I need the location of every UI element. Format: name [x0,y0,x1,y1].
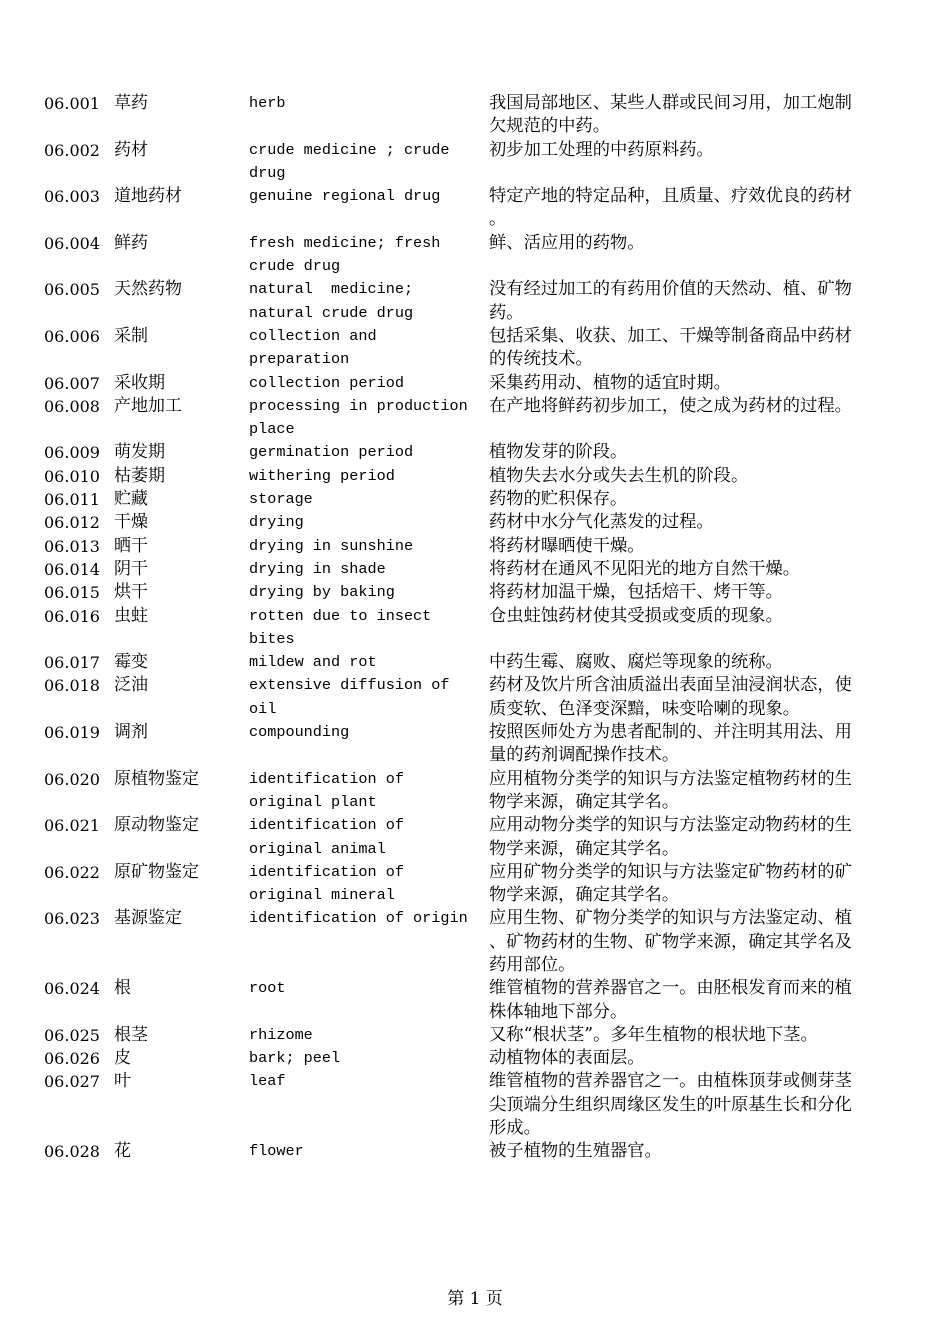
term-chinese: 原植物鉴定 [114,768,199,789]
term-code: 06.014 [44,559,100,579]
term-row [44,395,904,442]
term-code: 06.018 [44,676,100,696]
term-definition: 采集药用动、植物的适宜时期。 [489,372,731,393]
term-row [44,139,904,186]
term-code: 06.011 [44,490,100,510]
term-chinese: 泛油 [114,675,148,696]
term-row [44,92,904,139]
term-code: 06.015 [44,583,100,603]
term-english: withering period [249,466,395,485]
term-row [44,232,904,279]
term-row [44,721,904,768]
term-english: identification of original plant [249,769,404,811]
term-chinese: 根 [114,978,131,999]
term-row [44,651,904,674]
term-definition: 应用植物分类学的知识与方法鉴定植物药材的生 物学来源，确定其学名。 [489,768,852,812]
term-code: 06.019 [44,723,100,743]
term-row [44,861,904,908]
term-row [44,185,904,232]
term-chinese: 叶 [114,1071,131,1092]
term-chinese: 烘干 [114,582,148,603]
term-english: compounding [249,723,350,742]
term-chinese: 产地加工 [114,395,182,416]
page-footer: 第 1 页 [447,1289,503,1309]
term-row [44,372,904,395]
term-english: storage [249,490,313,509]
term-definition: 应用生物、矿物分类学的知识与方法鉴定动、植 、矿物药材的生物、矿物学来源，确定其学名及 药用部位。 [489,908,852,975]
term-english: germination period [249,443,414,462]
term-code: 06.008 [44,396,100,416]
term-code: 06.028 [44,1142,100,1162]
term-definition: 药材及饮片所含油质溢出表面呈油浸润状态，使 质变软、色泽变深黯，味变哈喇的现象。 [489,675,852,719]
term-code: 06.001 [44,94,100,113]
term-row [44,511,904,534]
term-chinese: 基源鉴定 [114,908,182,929]
term-row [44,674,904,721]
term-row [44,558,904,581]
term-english: collection and preparation [249,326,377,369]
term-definition: 又称“根状茎”。多年生植物的根状地下茎。 [489,1024,818,1045]
term-code: 06.013 [44,536,100,556]
term-english: drying [249,513,304,532]
term-definition: 植物失去水分或失去生机的阶段。 [489,465,749,486]
term-english: collection period [249,373,404,392]
term-chinese: 根茎 [114,1024,148,1045]
term-chinese: 虫蛀 [114,605,148,626]
term-row [44,278,904,325]
term-definition: 将药材在通风不见阳光的地方自然干燥。 [489,558,801,579]
term-english: bark; peel [249,1049,341,1068]
term-row [44,325,904,372]
term-code: 06.004 [44,233,100,253]
term-row [44,441,904,464]
term-chinese: 草药 [114,93,148,113]
term-english: drying in sunshine [249,536,414,555]
term-chinese: 天然药物 [114,279,182,300]
term-english: extensive diffusion of oil [249,676,450,718]
term-english: crude medicine ; crude drug [249,140,450,182]
term-english: identification of original mineral [249,862,404,905]
term-definition: 药物的贮积保存。 [489,489,628,510]
term-code: 06.009 [44,443,100,463]
term-definition: 按照医师处方为患者配制的、并注明其用法、用 量的药剂调配操作技术。 [489,722,852,766]
term-code: 06.016 [44,606,100,626]
term-code: 06.010 [44,466,100,486]
term-definition: 我国局部地区、某些人群或民间习用，加工炮制 欠规范的中药。 [489,93,852,137]
term-row [44,1140,904,1163]
term-table [44,92,904,1164]
term-english: root [249,979,286,998]
term-english: rhizome [249,1025,313,1044]
term-code: 06.002 [44,140,100,160]
term-definition: 应用矿物分类学的知识与方法鉴定矿物药材的矿 物学来源，确定其学名。 [489,861,852,906]
term-english: identification of original animal [249,816,404,858]
term-code: 06.023 [44,909,100,929]
term-row [44,977,904,1024]
term-chinese: 原矿物鉴定 [114,861,199,882]
term-english: fresh medicine; fresh crude drug [249,233,441,276]
term-english: leaf [249,1072,286,1091]
term-row [44,768,904,815]
term-code: 06.007 [44,373,100,393]
term-english: herb [249,94,286,112]
term-definition: 应用动物分类学的知识与方法鉴定动物药材的生 物学来源，确定其学名。 [489,815,852,859]
term-english: drying in shade [249,559,386,578]
term-chinese: 原动物鉴定 [114,815,199,836]
term-definition: 动植物体的表面层。 [489,1048,645,1069]
term-chinese: 霉变 [114,652,148,673]
term-definition: 包括采集、收获、加工、干燥等制备商品中药材 的传统技术。 [489,325,852,370]
term-code: 06.005 [44,280,100,300]
term-definition: 将药材加温干燥，包括焙干、烤干等。 [489,582,783,603]
term-chinese: 枯萎期 [114,465,165,486]
term-code: 06.012 [44,513,100,533]
term-chinese: 药材 [114,139,148,160]
term-definition: 维管植物的营养器官之一。由胚根发育而来的植 株体轴地下部分。 [489,978,852,1022]
term-chinese: 贮藏 [114,489,148,510]
term-row [44,605,904,652]
term-definition: 植物发芽的阶段。 [489,442,628,463]
term-english: identification of origin [249,909,468,928]
term-definition: 仓虫蛀蚀药材使其受损或变质的现象。 [489,605,783,626]
term-code: 06.020 [44,769,100,789]
term-row [44,1047,904,1070]
term-definition: 特定产地的特定品种，且质量、疗效优良的药材 。 [489,186,852,230]
term-chinese: 阴干 [114,558,148,579]
term-english: natural medicine; natural crude drug [249,280,414,322]
term-code: 06.026 [44,1049,100,1069]
term-chinese: 干燥 [114,512,148,533]
term-definition: 被子植物的生殖器官。 [489,1141,662,1162]
term-definition: 没有经过加工的有药用价值的天然动、植、矿物 药。 [489,279,852,323]
term-chinese: 花 [114,1141,131,1162]
term-chinese: 鲜药 [114,232,148,253]
term-row [44,1024,904,1047]
term-chinese: 调剂 [114,722,148,743]
term-code: 06.027 [44,1072,100,1092]
term-code: 06.025 [44,1025,100,1045]
term-chinese: 晒干 [114,535,148,556]
term-row [44,814,904,861]
term-row [44,465,904,488]
term-code: 06.021 [44,816,100,836]
term-definition: 维管植物的营养器官之一。由植株顶芽或侧芽茎 尖顶端分生组织周缘区发生的叶原基生长和分化 形成。 [489,1071,852,1139]
term-chinese: 皮 [114,1048,131,1069]
term-code: 06.017 [44,653,100,673]
term-definition: 初步加工处理的中药原料药。 [489,139,714,160]
term-code: 06.024 [44,979,100,999]
term-chinese: 道地药材 [114,186,182,207]
term-english: flower [249,1142,304,1161]
term-definition: 将药材曝晒使干燥。 [489,535,645,556]
term-row [44,907,904,977]
term-definition: 中药生霉、腐败、腐烂等现象的统称。 [489,652,783,673]
term-chinese: 采收期 [114,372,165,393]
term-code: 06.006 [44,326,100,346]
term-row [44,1070,904,1140]
term-row [44,535,904,558]
term-english: processing in production place [249,396,468,439]
term-row [44,581,904,604]
term-row [44,488,904,511]
term-definition: 鲜、活应用的药物。 [489,232,645,253]
term-chinese: 采制 [114,325,148,346]
term-code: 06.003 [44,187,100,207]
term-definition: 在产地将鲜药初步加工，使之成为药材的过程。 [489,395,852,416]
term-english: genuine regional drug [249,187,441,206]
term-chinese: 萌发期 [114,442,165,463]
term-english: mildew and rot [249,653,377,672]
term-english: drying by baking [249,583,395,602]
term-english: rotten due to insect bites [249,606,432,648]
term-code: 06.022 [44,862,100,882]
term-definition: 药材中水分气化蒸发的过程。 [489,512,714,533]
